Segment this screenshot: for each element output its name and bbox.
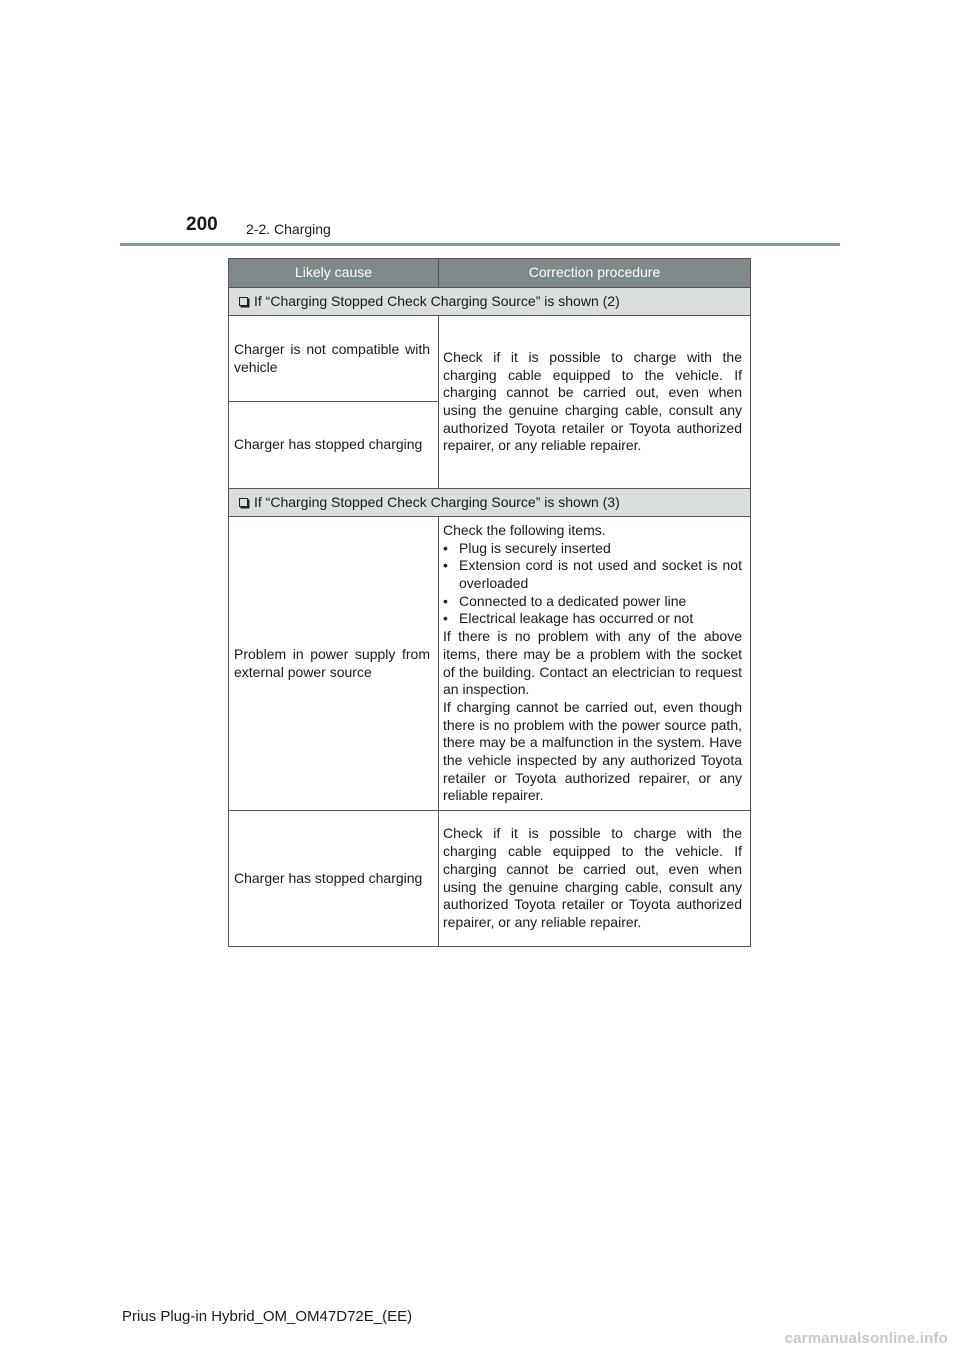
- section-heading-2: [229, 288, 751, 316]
- section-row: [229, 489, 751, 517]
- checkbox-icon: [239, 297, 248, 306]
- procedure-intro: Check the following items.: [443, 521, 606, 538]
- section-row: [229, 288, 751, 316]
- header-rule: [120, 243, 840, 246]
- section-heading-3: [229, 489, 751, 517]
- cause-cell: Charger has stopped charging: [229, 811, 439, 947]
- list-item: • Plug is securely inserted: [443, 539, 611, 556]
- table-row: [229, 316, 751, 402]
- page-number: 200: [186, 214, 218, 235]
- section-title: 2-2. Charging: [246, 221, 331, 237]
- procedure-cell: Check if it is possible to charge with the charging cable equipped to the vehicle. If charging cannot be carried out, even when using the genuine charging cable, consult any authorized Toyota retailer or Toyota authorized repairer, or any reliable repairer.: [439, 316, 751, 489]
- list-item: • Electrical leakage has occurred or not: [443, 610, 694, 627]
- procedure-paragraph: If there is no problem with any of the above items, there may be a problem with the socket of the building. Contact an electrician to request an inspection.: [443, 628, 742, 698]
- cause-cell: Problem in power supply from external power source: [229, 517, 439, 811]
- table-header-row: [229, 259, 751, 288]
- troubleshooting-table: [228, 258, 751, 947]
- procedure-paragraph: If charging cannot be carried out, even though there is no problem with the power source path, there may be a malfunction in the system. Have the vehicle inspected by any authorized Toyota retailer or Toyota authorized repairer, or any reliable repairer.: [443, 698, 742, 804]
- procedure-cell: [439, 517, 751, 811]
- cause-cell: Charger is not compatible with vehicle: [229, 316, 439, 402]
- procedure-cell: Check if it is possible to charge with the charging cable equipped to the vehicle. If charging cannot be carried out, even when using the genuine charging cable, consult any authorized Toyota retailer or Toyota authorized repairer, or any reliable repairer.: [439, 811, 751, 947]
- table-row: [229, 811, 751, 947]
- column-header-cause: Likely cause: [229, 259, 439, 288]
- manual-footer: Prius Plug-in Hybrid_OM_OM47D72E_(EE): [122, 1308, 413, 1325]
- column-header-procedure: Correction procedure: [439, 259, 751, 288]
- checkbox-icon: [239, 498, 248, 507]
- table-row: [229, 517, 751, 811]
- cause-cell: Charger has stopped charging: [229, 402, 439, 489]
- watermark: carmanualsonline.info: [784, 1330, 948, 1347]
- section-heading-text: If “Charging Stopped Check Charging Source” is shown (2): [254, 292, 620, 309]
- section-heading-text: If “Charging Stopped Check Charging Source” is shown (3): [254, 493, 620, 510]
- list-item: • Connected to a dedicated power line: [443, 592, 687, 609]
- list-item: • Extension cord is not used and socket is not overloaded: [443, 557, 742, 591]
